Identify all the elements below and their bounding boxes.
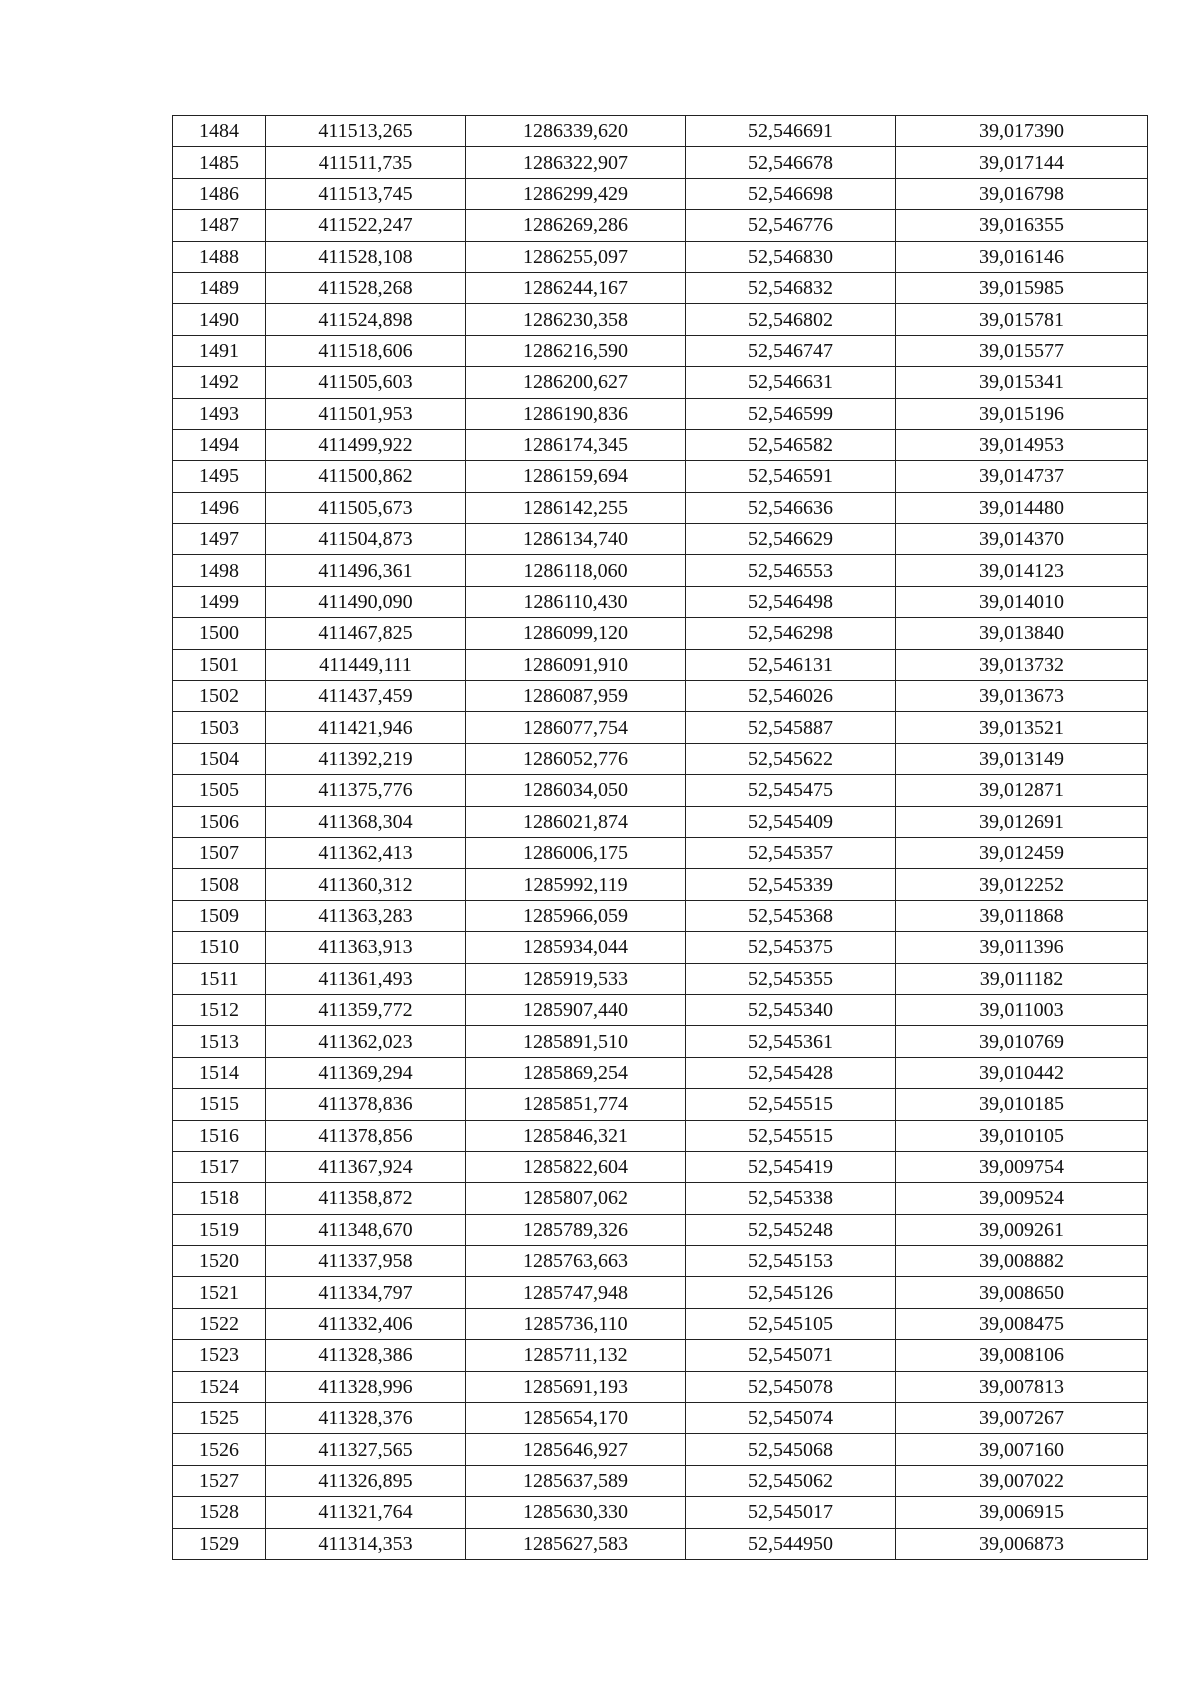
x-coordinate-cell: 411332,406 [266, 1308, 466, 1339]
latitude-cell: 52,546591 [686, 461, 896, 492]
table-row [173, 1340, 1148, 1371]
longitude-cell: 39,012871 [896, 775, 1148, 806]
longitude-cell: 39,014123 [896, 555, 1148, 586]
latitude-cell: 52,545419 [686, 1151, 896, 1182]
longitude-cell: 39,008475 [896, 1308, 1148, 1339]
x-coordinate-cell: 411528,268 [266, 272, 466, 303]
longitude-cell: 39,008106 [896, 1340, 1148, 1371]
x-coordinate-cell: 411437,459 [266, 681, 466, 712]
longitude-cell: 39,017144 [896, 147, 1148, 178]
table-row [173, 586, 1148, 617]
longitude-cell: 39,008882 [896, 1246, 1148, 1277]
y-coordinate-cell: 1286099,120 [466, 618, 686, 649]
table-row [173, 1214, 1148, 1245]
latitude-cell: 52,545339 [686, 869, 896, 900]
longitude-cell: 39,011396 [896, 932, 1148, 963]
latitude-cell: 52,546747 [686, 335, 896, 366]
point-number-cell: 1519 [173, 1214, 266, 1245]
latitude-cell: 52,545126 [686, 1277, 896, 1308]
point-number-cell: 1513 [173, 1026, 266, 1057]
point-number-cell: 1500 [173, 618, 266, 649]
point-number-cell: 1491 [173, 335, 266, 366]
y-coordinate-cell: 1286230,358 [466, 304, 686, 335]
table-row [173, 1183, 1148, 1214]
table-row [173, 398, 1148, 429]
x-coordinate-cell: 411314,353 [266, 1528, 466, 1559]
point-number-cell: 1524 [173, 1371, 266, 1402]
table-row [173, 837, 1148, 868]
y-coordinate-cell: 1286216,590 [466, 335, 686, 366]
longitude-cell: 39,012252 [896, 869, 1148, 900]
x-coordinate-cell: 411367,924 [266, 1151, 466, 1182]
y-coordinate-cell: 1286142,255 [466, 492, 686, 523]
point-number-cell: 1494 [173, 429, 266, 460]
longitude-cell: 39,012691 [896, 806, 1148, 837]
x-coordinate-cell: 411360,312 [266, 869, 466, 900]
point-number-cell: 1521 [173, 1277, 266, 1308]
latitude-cell: 52,545153 [686, 1246, 896, 1277]
longitude-cell: 39,014737 [896, 461, 1148, 492]
table-row [173, 869, 1148, 900]
x-coordinate-cell: 411511,735 [266, 147, 466, 178]
point-number-cell: 1508 [173, 869, 266, 900]
table-row [173, 1120, 1148, 1151]
latitude-cell: 52,545355 [686, 963, 896, 994]
longitude-cell: 39,010105 [896, 1120, 1148, 1151]
y-coordinate-cell: 1286174,345 [466, 429, 686, 460]
point-number-cell: 1486 [173, 178, 266, 209]
table-row [173, 994, 1148, 1025]
y-coordinate-cell: 1285907,440 [466, 994, 686, 1025]
table-row [173, 1151, 1148, 1182]
longitude-cell: 39,015577 [896, 335, 1148, 366]
y-coordinate-cell: 1286021,874 [466, 806, 686, 837]
latitude-cell: 52,546131 [686, 649, 896, 680]
point-number-cell: 1507 [173, 837, 266, 868]
x-coordinate-cell: 411490,090 [266, 586, 466, 617]
y-coordinate-cell: 1285747,948 [466, 1277, 686, 1308]
x-coordinate-cell: 411504,873 [266, 524, 466, 555]
table-row [173, 1497, 1148, 1528]
point-number-cell: 1520 [173, 1246, 266, 1277]
x-coordinate-cell: 411524,898 [266, 304, 466, 335]
y-coordinate-cell: 1286134,740 [466, 524, 686, 555]
y-coordinate-cell: 1285966,059 [466, 900, 686, 931]
y-coordinate-cell: 1285637,589 [466, 1465, 686, 1496]
y-coordinate-cell: 1285763,663 [466, 1246, 686, 1277]
longitude-cell: 39,013840 [896, 618, 1148, 649]
latitude-cell: 52,545071 [686, 1340, 896, 1371]
point-number-cell: 1487 [173, 210, 266, 241]
y-coordinate-cell: 1285736,110 [466, 1308, 686, 1339]
longitude-cell: 39,007022 [896, 1465, 1148, 1496]
x-coordinate-cell: 411361,493 [266, 963, 466, 994]
latitude-cell: 52,546691 [686, 116, 896, 147]
table-row [173, 1371, 1148, 1402]
point-number-cell: 1490 [173, 304, 266, 335]
longitude-cell: 39,016798 [896, 178, 1148, 209]
latitude-cell: 52,546776 [686, 210, 896, 241]
x-coordinate-cell: 411326,895 [266, 1465, 466, 1496]
table-row [173, 241, 1148, 272]
y-coordinate-cell: 1286190,836 [466, 398, 686, 429]
x-coordinate-cell: 411528,108 [266, 241, 466, 272]
table-row [173, 743, 1148, 774]
table-row [173, 1308, 1148, 1339]
point-number-cell: 1522 [173, 1308, 266, 1339]
longitude-cell: 39,006915 [896, 1497, 1148, 1528]
table-row [173, 461, 1148, 492]
latitude-cell: 52,545375 [686, 932, 896, 963]
table-row [173, 178, 1148, 209]
latitude-cell: 52,545338 [686, 1183, 896, 1214]
point-number-cell: 1511 [173, 963, 266, 994]
x-coordinate-cell: 411337,958 [266, 1246, 466, 1277]
point-number-cell: 1518 [173, 1183, 266, 1214]
point-number-cell: 1514 [173, 1057, 266, 1088]
latitude-cell: 52,545428 [686, 1057, 896, 1088]
table-row [173, 492, 1148, 523]
latitude-cell: 52,545622 [686, 743, 896, 774]
point-number-cell: 1484 [173, 116, 266, 147]
latitude-cell: 52,546629 [686, 524, 896, 555]
x-coordinate-cell: 411518,606 [266, 335, 466, 366]
table-row [173, 272, 1148, 303]
y-coordinate-cell: 1285934,044 [466, 932, 686, 963]
table-row [173, 1277, 1148, 1308]
x-coordinate-cell: 411363,283 [266, 900, 466, 931]
latitude-cell: 52,546582 [686, 429, 896, 460]
y-coordinate-cell: 1285691,193 [466, 1371, 686, 1402]
y-coordinate-cell: 1286255,097 [466, 241, 686, 272]
y-coordinate-cell: 1285846,321 [466, 1120, 686, 1151]
y-coordinate-cell: 1285627,583 [466, 1528, 686, 1559]
x-coordinate-cell: 411467,825 [266, 618, 466, 649]
longitude-cell: 39,015985 [896, 272, 1148, 303]
x-coordinate-cell: 411378,836 [266, 1089, 466, 1120]
y-coordinate-cell: 1285646,927 [466, 1434, 686, 1465]
latitude-cell: 52,545475 [686, 775, 896, 806]
latitude-cell: 52,546698 [686, 178, 896, 209]
longitude-cell: 39,017390 [896, 116, 1148, 147]
y-coordinate-cell: 1286159,694 [466, 461, 686, 492]
point-number-cell: 1509 [173, 900, 266, 931]
latitude-cell: 52,546498 [686, 586, 896, 617]
y-coordinate-cell: 1285630,330 [466, 1497, 686, 1528]
longitude-cell: 39,007813 [896, 1371, 1148, 1402]
table-row [173, 900, 1148, 931]
table-row [173, 429, 1148, 460]
longitude-cell: 39,011003 [896, 994, 1148, 1025]
table-row [173, 1057, 1148, 1088]
y-coordinate-cell: 1285807,062 [466, 1183, 686, 1214]
y-coordinate-cell: 1286091,910 [466, 649, 686, 680]
latitude-cell: 52,546553 [686, 555, 896, 586]
x-coordinate-cell: 411505,673 [266, 492, 466, 523]
x-coordinate-cell: 411378,856 [266, 1120, 466, 1151]
point-number-cell: 1510 [173, 932, 266, 963]
longitude-cell: 39,011182 [896, 963, 1148, 994]
point-number-cell: 1526 [173, 1434, 266, 1465]
longitude-cell: 39,016355 [896, 210, 1148, 241]
longitude-cell: 39,010185 [896, 1089, 1148, 1120]
longitude-cell: 39,012459 [896, 837, 1148, 868]
point-number-cell: 1502 [173, 681, 266, 712]
table-row [173, 116, 1148, 147]
y-coordinate-cell: 1286339,620 [466, 116, 686, 147]
longitude-cell: 39,013732 [896, 649, 1148, 680]
longitude-cell: 39,010769 [896, 1026, 1148, 1057]
longitude-cell: 39,016146 [896, 241, 1148, 272]
longitude-cell: 39,011868 [896, 900, 1148, 931]
table-row [173, 649, 1148, 680]
x-coordinate-cell: 411449,111 [266, 649, 466, 680]
latitude-cell: 52,545074 [686, 1403, 896, 1434]
latitude-cell: 52,545078 [686, 1371, 896, 1402]
x-coordinate-cell: 411501,953 [266, 398, 466, 429]
y-coordinate-cell: 1286087,959 [466, 681, 686, 712]
y-coordinate-cell: 1286006,175 [466, 837, 686, 868]
longitude-cell: 39,015341 [896, 367, 1148, 398]
x-coordinate-cell: 411505,603 [266, 367, 466, 398]
x-coordinate-cell: 411375,776 [266, 775, 466, 806]
latitude-cell: 52,545068 [686, 1434, 896, 1465]
x-coordinate-cell: 411513,265 [266, 116, 466, 147]
longitude-cell: 39,009261 [896, 1214, 1148, 1245]
longitude-cell: 39,015781 [896, 304, 1148, 335]
table-row [173, 932, 1148, 963]
x-coordinate-cell: 411496,361 [266, 555, 466, 586]
table-row [173, 712, 1148, 743]
latitude-cell: 52,545357 [686, 837, 896, 868]
point-number-cell: 1528 [173, 1497, 266, 1528]
y-coordinate-cell: 1285869,254 [466, 1057, 686, 1088]
x-coordinate-cell: 411369,294 [266, 1057, 466, 1088]
x-coordinate-cell: 411362,023 [266, 1026, 466, 1057]
point-number-cell: 1529 [173, 1528, 266, 1559]
y-coordinate-cell: 1285992,119 [466, 869, 686, 900]
table-row [173, 367, 1148, 398]
latitude-cell: 52,545062 [686, 1465, 896, 1496]
latitude-cell: 52,546631 [686, 367, 896, 398]
table-row [173, 210, 1148, 241]
x-coordinate-cell: 411328,996 [266, 1371, 466, 1402]
y-coordinate-cell: 1285919,533 [466, 963, 686, 994]
table-row [173, 147, 1148, 178]
y-coordinate-cell: 1285654,170 [466, 1403, 686, 1434]
table-row [173, 555, 1148, 586]
longitude-cell: 39,009524 [896, 1183, 1148, 1214]
table-row [173, 618, 1148, 649]
longitude-cell: 39,006873 [896, 1528, 1148, 1559]
latitude-cell: 52,545515 [686, 1089, 896, 1120]
table-row [173, 681, 1148, 712]
y-coordinate-cell: 1285822,604 [466, 1151, 686, 1182]
latitude-cell: 52,546678 [686, 147, 896, 178]
table-row [173, 1528, 1148, 1559]
y-coordinate-cell: 1286244,167 [466, 272, 686, 303]
longitude-cell: 39,010442 [896, 1057, 1148, 1088]
point-number-cell: 1506 [173, 806, 266, 837]
x-coordinate-cell: 411334,797 [266, 1277, 466, 1308]
point-number-cell: 1516 [173, 1120, 266, 1151]
latitude-cell: 52,545248 [686, 1214, 896, 1245]
latitude-cell: 52,545105 [686, 1308, 896, 1339]
y-coordinate-cell: 1286299,429 [466, 178, 686, 209]
latitude-cell: 52,546832 [686, 272, 896, 303]
x-coordinate-cell: 411513,745 [266, 178, 466, 209]
x-coordinate-cell: 411392,219 [266, 743, 466, 774]
y-coordinate-cell: 1286200,627 [466, 367, 686, 398]
longitude-cell: 39,014480 [896, 492, 1148, 523]
point-number-cell: 1525 [173, 1403, 266, 1434]
latitude-cell: 52,545361 [686, 1026, 896, 1057]
longitude-cell: 39,015196 [896, 398, 1148, 429]
point-number-cell: 1515 [173, 1089, 266, 1120]
x-coordinate-cell: 411321,764 [266, 1497, 466, 1528]
y-coordinate-cell: 1286269,286 [466, 210, 686, 241]
table-row [173, 963, 1148, 994]
latitude-cell: 52,545515 [686, 1120, 896, 1151]
longitude-cell: 39,013149 [896, 743, 1148, 774]
table-row [173, 1434, 1148, 1465]
y-coordinate-cell: 1285711,132 [466, 1340, 686, 1371]
latitude-cell: 52,545017 [686, 1497, 896, 1528]
x-coordinate-cell: 411359,772 [266, 994, 466, 1025]
latitude-cell: 52,545340 [686, 994, 896, 1025]
point-number-cell: 1501 [173, 649, 266, 680]
table-row [173, 1089, 1148, 1120]
point-number-cell: 1497 [173, 524, 266, 555]
point-number-cell: 1499 [173, 586, 266, 617]
latitude-cell: 52,545887 [686, 712, 896, 743]
table-row [173, 304, 1148, 335]
longitude-cell: 39,013521 [896, 712, 1148, 743]
latitude-cell: 52,546026 [686, 681, 896, 712]
longitude-cell: 39,008650 [896, 1277, 1148, 1308]
y-coordinate-cell: 1285891,510 [466, 1026, 686, 1057]
point-number-cell: 1495 [173, 461, 266, 492]
table-row [173, 335, 1148, 366]
x-coordinate-cell: 411363,913 [266, 932, 466, 963]
latitude-cell: 52,546830 [686, 241, 896, 272]
latitude-cell: 52,546599 [686, 398, 896, 429]
x-coordinate-cell: 411522,247 [266, 210, 466, 241]
coordinates-table [172, 115, 1148, 1560]
point-number-cell: 1503 [173, 712, 266, 743]
table-row [173, 1465, 1148, 1496]
x-coordinate-cell: 411421,946 [266, 712, 466, 743]
x-coordinate-cell: 411348,670 [266, 1214, 466, 1245]
y-coordinate-cell: 1286034,050 [466, 775, 686, 806]
y-coordinate-cell: 1285851,774 [466, 1089, 686, 1120]
y-coordinate-cell: 1286118,060 [466, 555, 686, 586]
x-coordinate-cell: 411362,413 [266, 837, 466, 868]
coordinates-table-body [173, 116, 1148, 1560]
point-number-cell: 1523 [173, 1340, 266, 1371]
point-number-cell: 1485 [173, 147, 266, 178]
point-number-cell: 1504 [173, 743, 266, 774]
x-coordinate-cell: 411358,872 [266, 1183, 466, 1214]
longitude-cell: 39,014010 [896, 586, 1148, 617]
y-coordinate-cell: 1286052,776 [466, 743, 686, 774]
x-coordinate-cell: 411368,304 [266, 806, 466, 837]
point-number-cell: 1489 [173, 272, 266, 303]
longitude-cell: 39,014953 [896, 429, 1148, 460]
latitude-cell: 52,546298 [686, 618, 896, 649]
table-row [173, 1403, 1148, 1434]
point-number-cell: 1492 [173, 367, 266, 398]
point-number-cell: 1488 [173, 241, 266, 272]
y-coordinate-cell: 1285789,326 [466, 1214, 686, 1245]
longitude-cell: 39,009754 [896, 1151, 1148, 1182]
point-number-cell: 1517 [173, 1151, 266, 1182]
point-number-cell: 1493 [173, 398, 266, 429]
point-number-cell: 1505 [173, 775, 266, 806]
table-row [173, 524, 1148, 555]
latitude-cell: 52,545368 [686, 900, 896, 931]
latitude-cell: 52,545409 [686, 806, 896, 837]
table-row [173, 1026, 1148, 1057]
x-coordinate-cell: 411500,862 [266, 461, 466, 492]
point-number-cell: 1498 [173, 555, 266, 586]
x-coordinate-cell: 411327,565 [266, 1434, 466, 1465]
longitude-cell: 39,007160 [896, 1434, 1148, 1465]
y-coordinate-cell: 1286077,754 [466, 712, 686, 743]
y-coordinate-cell: 1286110,430 [466, 586, 686, 617]
point-number-cell: 1512 [173, 994, 266, 1025]
point-number-cell: 1496 [173, 492, 266, 523]
table-row [173, 775, 1148, 806]
x-coordinate-cell: 411499,922 [266, 429, 466, 460]
y-coordinate-cell: 1286322,907 [466, 147, 686, 178]
latitude-cell: 52,544950 [686, 1528, 896, 1559]
point-number-cell: 1527 [173, 1465, 266, 1496]
table-row [173, 806, 1148, 837]
longitude-cell: 39,007267 [896, 1403, 1148, 1434]
table-row [173, 1246, 1148, 1277]
latitude-cell: 52,546802 [686, 304, 896, 335]
x-coordinate-cell: 411328,386 [266, 1340, 466, 1371]
x-coordinate-cell: 411328,376 [266, 1403, 466, 1434]
latitude-cell: 52,546636 [686, 492, 896, 523]
longitude-cell: 39,014370 [896, 524, 1148, 555]
longitude-cell: 39,013673 [896, 681, 1148, 712]
